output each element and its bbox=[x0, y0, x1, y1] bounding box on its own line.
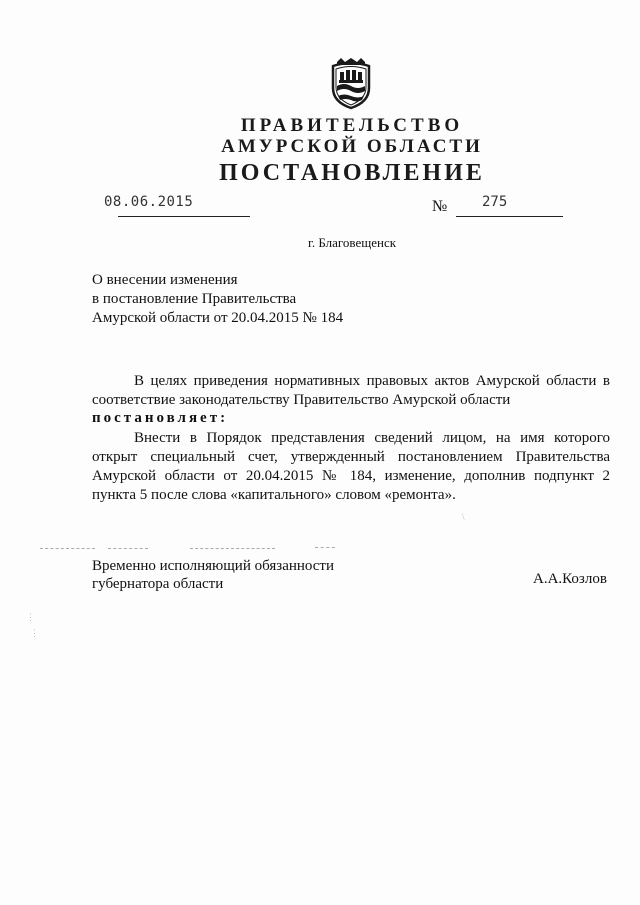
scan-artifact bbox=[315, 547, 335, 548]
document-subject bbox=[92, 271, 343, 328]
scan-artifact: ⋮ bbox=[30, 628, 39, 638]
scan-artifact: ⋮ bbox=[26, 612, 35, 622]
preamble-paragraph bbox=[92, 372, 610, 410]
scan-artifact bbox=[40, 548, 95, 549]
city: г. Благовещенск bbox=[307, 235, 397, 250]
amur-region-coat-of-arms-icon bbox=[329, 58, 373, 110]
document-date: 08.06.2015 bbox=[104, 194, 194, 210]
operative-line: Амурской области от 20.04.2015 № 184, изменение, дополнив подпункт 2 bbox=[92, 468, 610, 484]
scan-artifact: \ bbox=[462, 512, 465, 522]
preamble-line: В целях приведения нормативных правовых актов Амурской области в bbox=[134, 373, 610, 389]
subject-line: О внесении изменения bbox=[92, 272, 238, 288]
date-underline bbox=[118, 216, 250, 217]
operative-line: пункта 5 после слова «капитального» словом «ремонта». bbox=[92, 487, 456, 503]
subject-line: Амурской области от 20.04.2015 № 184 bbox=[92, 310, 344, 326]
subject-line: в постановление Правительства bbox=[92, 291, 297, 307]
number-sign: № bbox=[432, 198, 448, 215]
region-title: АМУРСКОЙ ОБЛАСТИ bbox=[221, 136, 483, 157]
operative-line: Внести в Порядок представления сведений лицом, на имя которого bbox=[134, 430, 610, 446]
operative-paragraph bbox=[92, 429, 610, 505]
number-underline bbox=[456, 216, 563, 217]
resolve-word: постановляет: bbox=[92, 410, 229, 426]
document-number: 275 bbox=[482, 194, 508, 210]
signatory-position-line: губернатора области bbox=[92, 576, 224, 592]
preamble-line: соответствие законодательству Правительство Амурской области bbox=[92, 392, 511, 408]
signatory-position bbox=[92, 557, 334, 593]
document-type-title: ПОСТАНОВЛЕНИЕ bbox=[219, 160, 485, 186]
scan-artifact bbox=[108, 548, 148, 549]
signatory-name: А.А.Козлов bbox=[533, 571, 607, 587]
government-title: ПРАВИТЕЛЬСТВО bbox=[240, 115, 464, 136]
operative-line: открыт специальный счет, утвержденный постановлением Правительства bbox=[92, 449, 610, 465]
signatory-position-line: Временно исполняющий обязанности bbox=[92, 558, 335, 574]
scan-artifact bbox=[190, 548, 275, 549]
